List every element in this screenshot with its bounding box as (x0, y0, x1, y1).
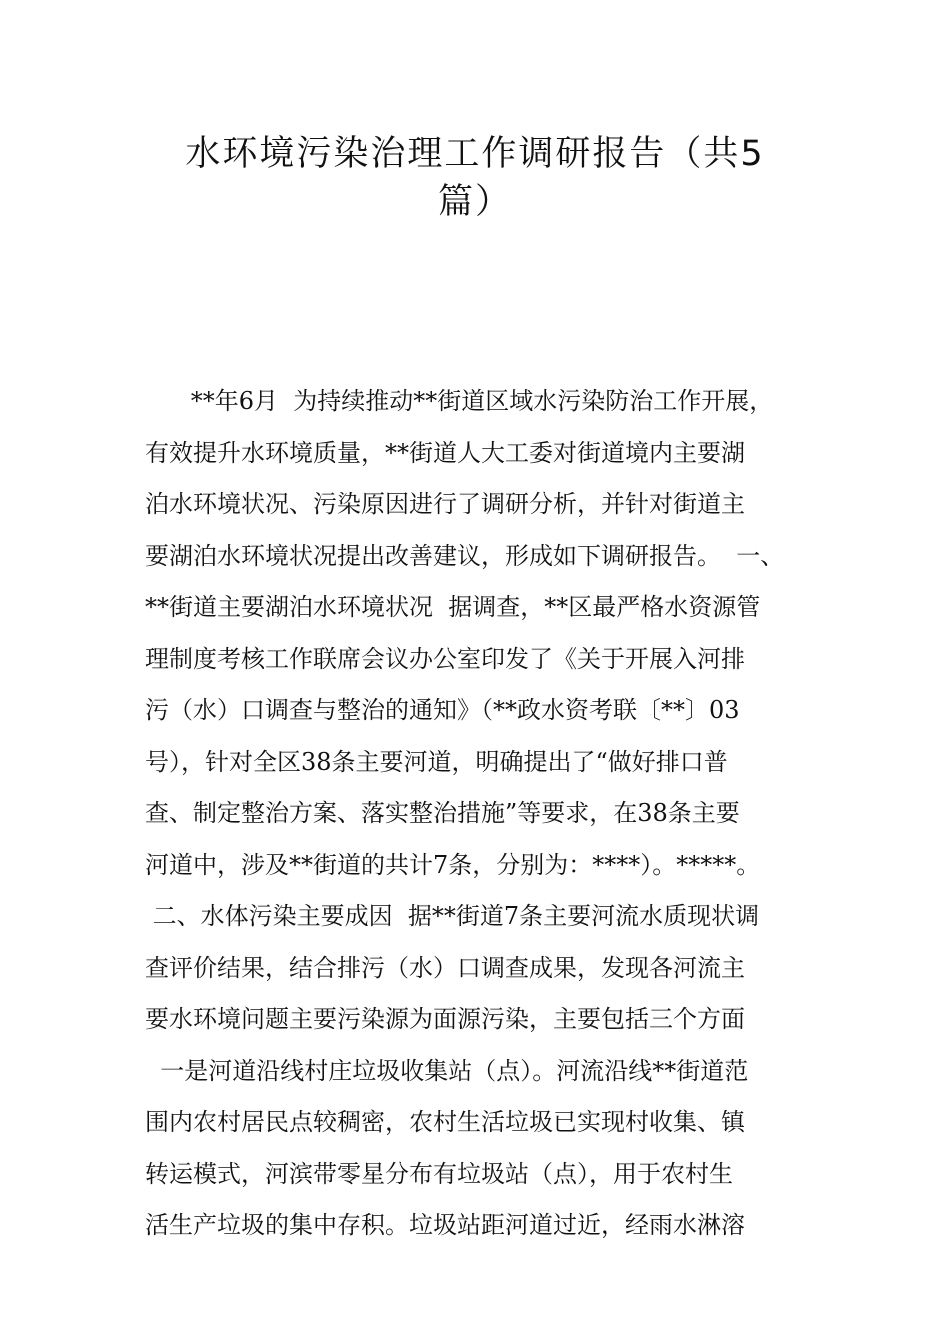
body-line: 要水环境问题主要污染源为面源污染，主要包括三个方面 (145, 1005, 745, 1033)
body-line: 活生产垃圾的集中存积。垃圾站距河道过近，经雨水淋溶 (145, 1211, 745, 1239)
body-line: 理制度考核工作联席会议办公室印发了《关于开展入河排 (145, 644, 745, 673)
document-body (145, 376, 835, 1252)
body-line: 号），针对全区38条主要河道，明确提出了“做好排口普 (145, 747, 728, 776)
body-line: 污（水）口调查与整治的通知》（**政水资考联〔**〕03 (145, 696, 740, 724)
body-line: 泊水环境状况、污染原因进行了调研分析，并针对街道主 (145, 490, 745, 518)
body-line: 转运模式，河滨带零星分布有垃圾站（点），用于农村生 (145, 1159, 733, 1188)
body-line: 二、水体污染主要成因 据**街道7条主要河流水质现状调 (145, 902, 760, 930)
body-line: 河道中，涉及**街道的共计7条，分别为：****）。*****。 (145, 850, 761, 879)
body-line: 要湖泊水环境状况提出改善建议，形成如下调研报告。 一、 (145, 541, 785, 570)
body-line: 查、制定整治方案、落实整治措施”等要求，在38条主要 (145, 799, 740, 827)
body-line: 有效提升水环境质量，**街道人大工委对街道境内主要湖 (145, 438, 745, 467)
body-line: **街道主要湖泊水环境状况 据调查，**区最严格水资源管 (145, 593, 761, 621)
title-line-2: 篇） (437, 182, 512, 222)
document-title (120, 130, 830, 226)
title-line-1: 水环境污染治理工作调研报告（共5 (185, 134, 765, 174)
body-line: 查评价结果，结合排污（水）口调查成果，发现各河流主 (145, 953, 745, 982)
body-line: 一是河道沿线村庄垃圾收集站（点）。河流沿线**街道范 (145, 1056, 749, 1085)
body-line: 围内农村居民点较稠密，农村生活垃圾已实现村收集、镇 (145, 1108, 745, 1136)
body-line: **年6月 为持续推动**街道区域水污染防治工作开展， (145, 387, 774, 415)
